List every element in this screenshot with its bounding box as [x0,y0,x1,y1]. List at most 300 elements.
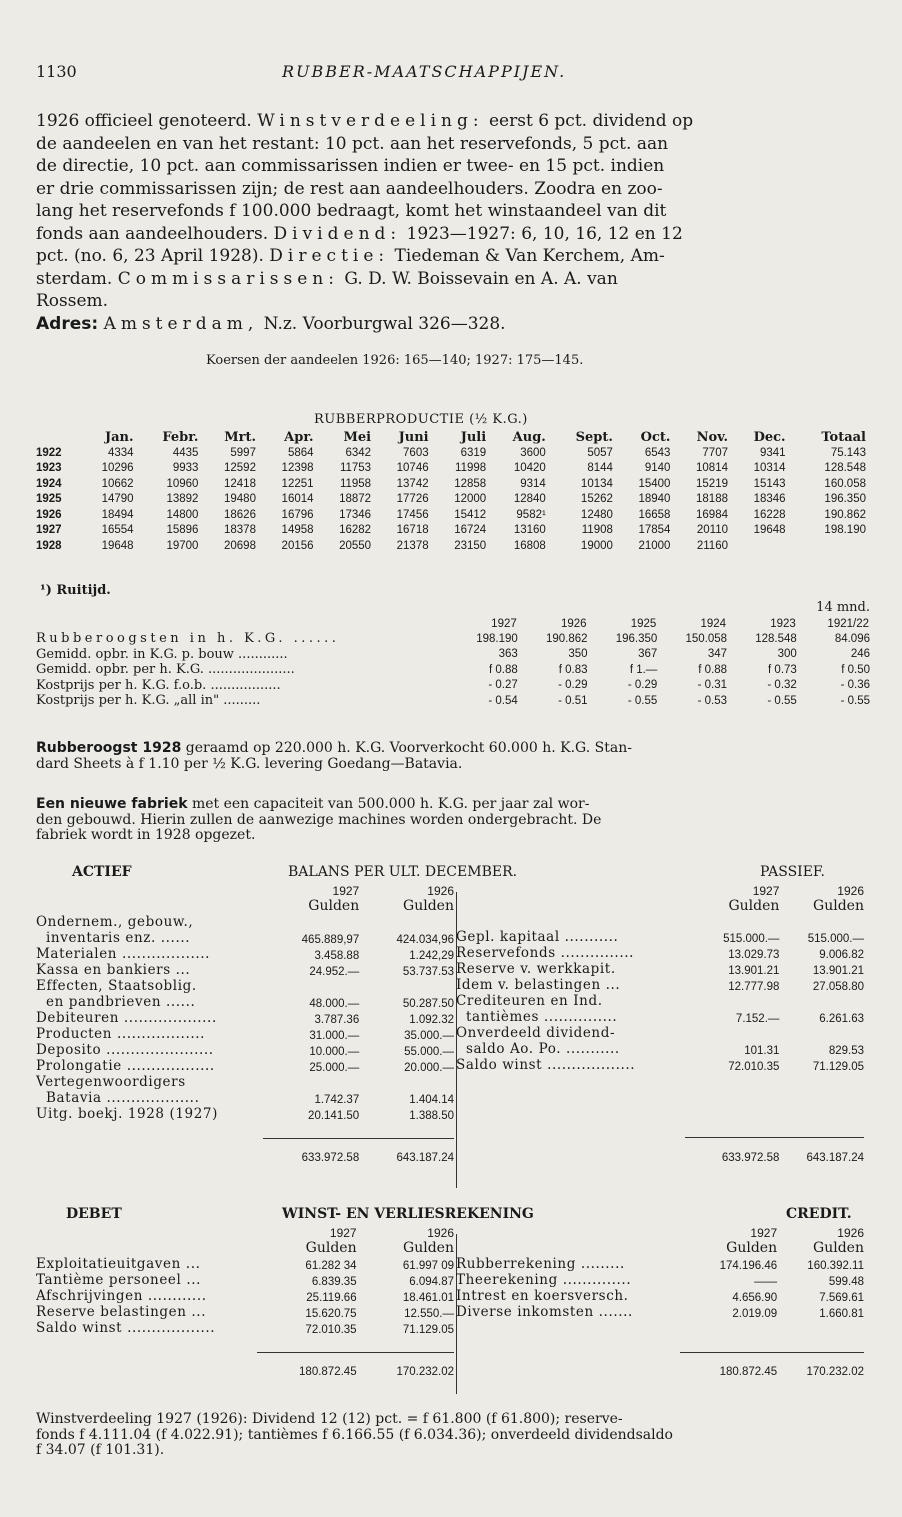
stats-value: 246 [850,648,870,661]
fin-table-right [456,882,864,1164]
production-value: 6543 [644,446,671,459]
month-header: Nov. [696,430,728,445]
stats-value: 128.548 [755,632,797,645]
fin-label [456,914,685,930]
month-header: Mei [343,430,372,445]
fin-row [36,1304,454,1320]
fin-value: 9.006.82 [819,949,864,961]
fin-value: 12.550.— [404,1307,454,1320]
fin-total: 643.187.24 [779,1138,864,1164]
pl-right-head: CREDIT. [786,1206,852,1222]
stats-header-row [36,617,870,631]
fin-value: 1.404.14 [409,1093,454,1106]
fin-row [36,914,454,930]
intro-line: sterdam. Commissarissen: G. D. W. Boissevain en A. A. van [36,268,618,289]
production-footnote: ¹) Ruitijd. [40,583,111,598]
profit-distribution-line: f 34.07 (f 101.31). [36,1442,165,1458]
fin-value: 48.000.— [309,997,360,1010]
fin-row [456,993,864,1009]
production-value: 16808 [513,539,546,552]
fin-label: Gepl. kapitaal ........... [456,929,619,945]
stats-value: - 0.55 [840,694,870,707]
stats-value: f 0.83 [558,663,588,676]
production-value: 11998 [455,462,487,475]
fin-row [456,961,864,977]
fin-value [263,914,360,930]
fin-value: 424.034,96 [396,933,454,946]
production-value: 11753 [339,462,372,475]
balance-title: BALANS PER ULT. DECEMBER. [288,864,518,880]
fin-row [456,1256,864,1272]
production-year: 1928 [36,539,62,552]
stats-value: 350 [568,648,588,661]
fin-currency: Gulden [305,1239,357,1256]
fin-total: 643.187.24 [359,1138,454,1164]
intro-line: fonds aan aandeelhouders. Dividend: 1923—1927: 6, 10, 16, 12 en 12 [36,223,683,244]
fin-value: 1.092.32 [409,1013,454,1026]
stats-value: f 0.73 [768,663,797,676]
fin-value: 3.787.36 [314,1013,360,1026]
production-value: 17726 [396,493,429,506]
fin-label: Onverdeeld dividend- [456,1025,616,1041]
stats-value: 198.190 [476,632,518,645]
month-header: Sept. [575,430,613,445]
fin-value [685,1025,779,1041]
fin-value: 2.019.09 [732,1307,778,1320]
production-value: 5997 [230,446,256,459]
stats-value: - 0.54 [488,694,518,707]
production-value [786,538,866,554]
production-value: 21000 [638,539,671,552]
production-value: 16554 [101,524,134,537]
fin-value: 72.010.35 [728,1061,780,1073]
production-year: 1922 [36,446,62,459]
stats-value: - 0.36 [840,679,870,692]
production-value: 18346 [753,493,786,506]
fin-value: 515.000.— [723,933,780,945]
pl-debit [36,1224,454,1378]
fin-row [36,994,454,1010]
stats-value: - 0.27 [488,679,518,692]
stats-value: - 0.32 [767,679,797,692]
fin-value: —— [754,1275,778,1288]
fin-label: Reservefonds ............... [456,945,634,961]
fin-value: 599.48 [828,1275,864,1288]
stats-value: 347 [707,648,728,661]
production-table [36,430,866,554]
share-prices: Koersen der aandeelen 1926: 165—140; 1927: 175—145. [206,353,584,368]
running-title: RUBBER-MAATSCHAPPIJEN. [282,62,567,81]
production-value: 12418 [224,477,256,490]
factory-text: met een capaciteit van 500.000 h. K.G. per jaar zal wor- [191,796,590,812]
fin-value: 25.000.— [309,1061,360,1074]
production-value: 12251 [281,477,314,490]
stats-value: 84.096 [834,632,870,645]
fin-total: 170.232.02 [777,1352,864,1378]
fin-row [36,1288,454,1304]
fin-currency: Gulden [813,897,864,914]
fin-row [36,1090,454,1106]
production-value: 6319 [460,446,487,459]
production-value: 4435 [172,446,199,459]
fin-row [36,962,454,978]
fin-value: 53.737.53 [402,965,454,978]
fin-value: 6.094.87 [409,1275,454,1288]
fin-label: Exploitatieuitgaven ... [36,1255,201,1272]
production-value: 13892 [166,493,199,506]
fin-row [36,1058,454,1074]
fin-value: 27.058.80 [812,981,864,993]
production-value: 15400 [638,477,671,490]
fin-value [779,1025,864,1041]
fin-value: 4.656.90 [732,1291,778,1304]
balance-assets [36,882,454,1164]
fin-total: 180.872.45 [257,1352,356,1378]
fin-year: 1927 [332,883,360,898]
month-header: Aug. [512,430,546,445]
stats-row [36,678,870,694]
stats-value: f 0.88 [488,663,518,676]
fin-value: 13.029.73 [728,949,780,961]
production-value: 6342 [345,446,372,459]
stats-row [36,631,870,647]
balance-right-head: PASSIEF. [760,864,825,880]
fin-label: Uitg. boekj. 1928 (1927) [36,1105,218,1122]
fin-row [456,977,864,993]
production-value: 12592 [224,462,256,475]
fin-row [456,1057,864,1073]
fin-total: 170.232.02 [357,1352,454,1378]
production-value: 9582¹ [516,508,546,521]
fin-total: 633.972.58 [685,1138,779,1164]
production-title: RUBBERPRODUCTIE (½ K.G.) [314,412,528,427]
fin-value: 1.660.81 [819,1307,864,1320]
stats-extra-header: 14 mnd. [816,600,870,615]
fin-value: 24.952.— [309,965,360,978]
production-value: 19000 [580,539,613,552]
fin-row [36,1272,454,1288]
fin-currency-row [456,1240,864,1256]
fin-row [36,1320,454,1336]
month-header: Oct. [640,430,671,445]
page-number: 1130 [36,62,77,81]
fin-value: 13.901.21 [728,965,780,977]
production-value: 12480 [580,508,613,521]
fin-total: 180.872.45 [680,1352,777,1378]
stats-year: 1925 [630,618,657,630]
production-row [36,492,866,508]
fin-value: 6.261.63 [819,1013,864,1025]
stats-value: 363 [498,648,518,661]
stats-value: 150.058 [685,632,728,645]
fin-label: Producten .................. [36,1025,206,1042]
production-value: 190.862 [824,508,866,521]
factory-note [36,797,872,844]
fin-value: 174.196.46 [719,1259,778,1272]
fin-row [456,914,864,930]
production-value: 9140 [644,462,671,475]
fin-currency: Gulden [728,897,780,914]
stats-value: 196.350 [615,632,658,645]
production-value: 160.058 [824,477,866,490]
fin-label: tantièmes ............... [466,1009,618,1025]
fin-total-row [36,1352,454,1378]
intro-paragraph [36,110,872,335]
production-year: 1925 [36,493,62,506]
production-value: 10960 [166,477,199,490]
fin-currency-row [36,1240,454,1256]
fin-value: 829.53 [828,1045,864,1057]
fin-value: 515.000.— [807,933,864,945]
production-value: 18188 [696,493,728,506]
pl-title: WINST- EN VERLIESREKENING [282,1206,534,1222]
stats-year: 1921/22 [827,618,869,630]
fin-row [456,1025,864,1041]
stats-year: 1924 [700,618,727,630]
fin-value: 20.141.50 [308,1109,360,1122]
fin-row [456,929,864,945]
fin-year-row [456,882,864,898]
fin-value [263,978,360,994]
fin-value: 71.129.05 [812,1061,864,1073]
balance-liabilities [456,882,864,1164]
profit-distribution [36,1412,872,1459]
fin-row [36,1010,454,1026]
production-value: 17456 [396,508,429,521]
fin-label: Vertegenwoordigers [36,1073,186,1090]
production-value: 5057 [587,446,613,459]
intro-line: de directie, 10 pct. aan commissarissen indien er twee- en 15 pct. indien [36,156,665,176]
stats-label: Gemidd. opbr. per h. K.G. ..................... [36,662,295,678]
fin-value: 101.31 [744,1045,780,1057]
fin-row [456,1288,864,1304]
fin-value: 61.282 34 [305,1259,357,1272]
fin-table-right [456,1224,864,1378]
stats-label: Gemidd. opbr. in K.G. p. bouw ............ [36,646,288,662]
fin-label: Idem v. belastingen ... [456,977,621,993]
stats-label: Kostprijs per h. K.G. „all in" ......... [36,693,261,709]
stats-value: - 0.55 [767,694,797,707]
intro-line: de aandeelen en van het restant: 10 pct. aan het reservefonds, 5 pct. aan [36,133,669,154]
fin-currency-row [456,898,864,914]
fin-value: 1.242,29 [409,949,454,962]
fin-label: Intrest en koersversch. [456,1287,629,1304]
production-value: 16658 [638,508,671,521]
fin-value: 31.000.— [309,1029,360,1042]
stats-value: f 0.50 [841,663,870,676]
production-value: 9341 [759,446,786,459]
fin-currency-row [36,898,454,914]
intro-line: Rossem. [36,291,109,311]
production-value: 198.190 [824,524,866,537]
fin-row [36,1042,454,1058]
fin-label: Effecten, Staatsoblig. [36,977,197,994]
production-value: 16796 [281,508,314,521]
month-header: Jan. [104,430,134,445]
stats-value: f 1.— [629,663,658,676]
production-value: 20110 [696,524,728,537]
address-line: Adres: Amsterdam, N.z. Voorburgwal 326—328. [36,313,506,334]
fin-total-row [36,1138,454,1164]
fin-year: 1926 [837,1225,864,1240]
fin-label: Debiteuren ................... [36,1009,217,1026]
fin-label: Reserve v. werkkapit. [456,961,616,977]
production-value: 11908 [581,524,613,537]
production-value: 12858 [454,477,487,490]
production-value: 18940 [638,493,671,506]
fin-currency: Gulden [403,1239,454,1256]
fin-value: 13.901.21 [812,965,864,977]
production-row [36,476,866,492]
stats-row [36,662,870,678]
stats-value: - 0.55 [627,694,658,707]
intro-line: er drie commissarissen zijn; de rest aan aandeelhouders. Zoodra en zoo- [36,178,663,199]
pl-credit [456,1224,864,1378]
fin-value: 465.889,97 [301,933,360,946]
production-value: 7603 [403,446,429,459]
production-value: 16228 [753,508,786,521]
factory-text: den gebouwd. Hierin zullen de aanwezige machines worden ondergebracht. De [36,811,602,828]
fin-value: 6.839.35 [311,1275,357,1288]
fin-year-row [456,1224,864,1240]
fin-value: 12.777.98 [728,981,780,993]
fin-year: 1926 [427,1225,454,1240]
production-value: 23150 [454,539,487,552]
production-value: 15262 [580,493,613,506]
stats-value: 300 [777,648,797,661]
production-year: 1923 [36,462,62,475]
production-value: 14800 [166,508,199,521]
stats-value: 190.862 [545,632,588,645]
production-value: 5864 [287,446,314,459]
production-value: 14790 [101,493,134,506]
production-value: 21160 [696,539,728,552]
intro-line: 1926 officieel genoteerd. Winstverdeeling: eerst 6 pct. dividend op [36,111,694,131]
production-value: 16014 [281,493,314,506]
production-value: 20698 [224,539,256,552]
fin-value [359,1074,454,1090]
fin-total-row [456,1352,864,1378]
fin-year-row [36,882,454,898]
fin-value: 61.997 09 [402,1259,454,1272]
stats-label: Kostprijs per h. K.G. f.o.b. ................. [36,677,281,693]
fin-value [263,1074,360,1090]
fin-label: Rubberrekening ......... [456,1255,625,1272]
harvest-label: Rubberoogst 1928 [36,740,182,756]
fin-row [456,1041,864,1057]
production-value: 9314 [520,477,546,490]
production-value: 18494 [101,508,134,521]
production-value: 12000 [454,493,487,506]
fin-row [36,946,454,962]
fin-value: 18.461.01 [402,1291,454,1304]
fin-value: 3.458.88 [314,949,360,962]
month-header: Juli [460,430,487,445]
fin-currency: Gulden [813,1239,864,1256]
fin-value: 55.000.— [404,1045,454,1058]
production-year: 1924 [36,477,62,490]
production-value: 10296 [101,462,134,475]
stats-value: - 0.29 [558,679,588,692]
pl-left-head: DEBET [66,1206,122,1222]
production-value: 10814 [696,462,728,475]
production-year: 1927 [36,524,62,537]
production-value: 19648 [101,539,134,552]
production-value: 11958 [339,477,372,490]
fin-value [359,978,454,994]
production-value: 3600 [520,446,546,459]
factory-text: fabriek wordt in 1928 opgezet. [36,827,256,843]
production-row [36,445,866,461]
production-value: 18626 [224,508,256,521]
fin-label: Tantième personeel ... [36,1271,202,1288]
fin-label: Reserve belastingen ... [36,1303,207,1320]
production-value: 18378 [224,524,256,537]
fin-value: 160.392.11 [807,1259,864,1272]
fin-label: Kassa en bankiers ... [36,961,191,978]
fin-label: en pandbrieven ...... [46,993,196,1010]
fin-value: 35.000.— [404,1029,454,1042]
fin-label: Theerekening .............. [456,1271,632,1288]
fin-label: Crediteuren en Ind. [456,993,603,1009]
production-value: 128.548 [824,462,866,475]
production-value: 13742 [396,477,429,490]
fin-row [456,1272,864,1288]
production-value: 15412 [454,508,487,521]
fin-value [685,914,779,930]
production-value: 21378 [396,539,429,552]
month-header: Dec. [753,430,786,445]
stats-value: - 0.29 [627,679,658,692]
stats-row [36,693,870,709]
production-value: 17346 [339,508,372,521]
fin-row [36,1106,454,1122]
month-header: Mrt. [224,430,256,445]
production-value: 7707 [702,446,728,459]
fin-row [36,930,454,946]
production-value: 10314 [753,462,786,475]
stats-label: Rubberoogsten in h. K.G. ...... [36,631,340,647]
stats-year: 1923 [770,618,796,630]
fin-label: Afschrijvingen ............ [36,1287,207,1304]
production-value: 15896 [166,524,199,537]
stats-value: - 0.31 [697,679,728,692]
balance-left-head: ACTIEF [72,864,132,880]
fin-label: Prolongatie .................. [36,1057,215,1074]
harvest-note [36,741,872,772]
fin-row [36,1074,454,1090]
stats-value: - 0.51 [558,694,588,707]
stats-row [36,647,870,663]
production-value: 16984 [696,508,728,521]
fin-label: Ondernem., gebouw., [36,913,194,930]
production-value: 4334 [107,446,134,459]
fin-value: 20.000.— [404,1061,454,1074]
production-value: 16282 [339,524,372,537]
production-value: 16724 [454,524,487,537]
fin-row [456,1304,864,1320]
production-header-row [36,430,866,445]
fin-year: 1926 [427,883,454,898]
production-year: 1926 [36,508,62,521]
fin-value: 72.010.35 [305,1323,357,1336]
fin-value: 10.000.— [309,1045,360,1058]
production-row [36,507,866,523]
fin-row [36,1256,454,1272]
fin-row [36,978,454,994]
production-value: 16718 [396,524,429,537]
fin-label: Materialen .................. [36,945,211,962]
